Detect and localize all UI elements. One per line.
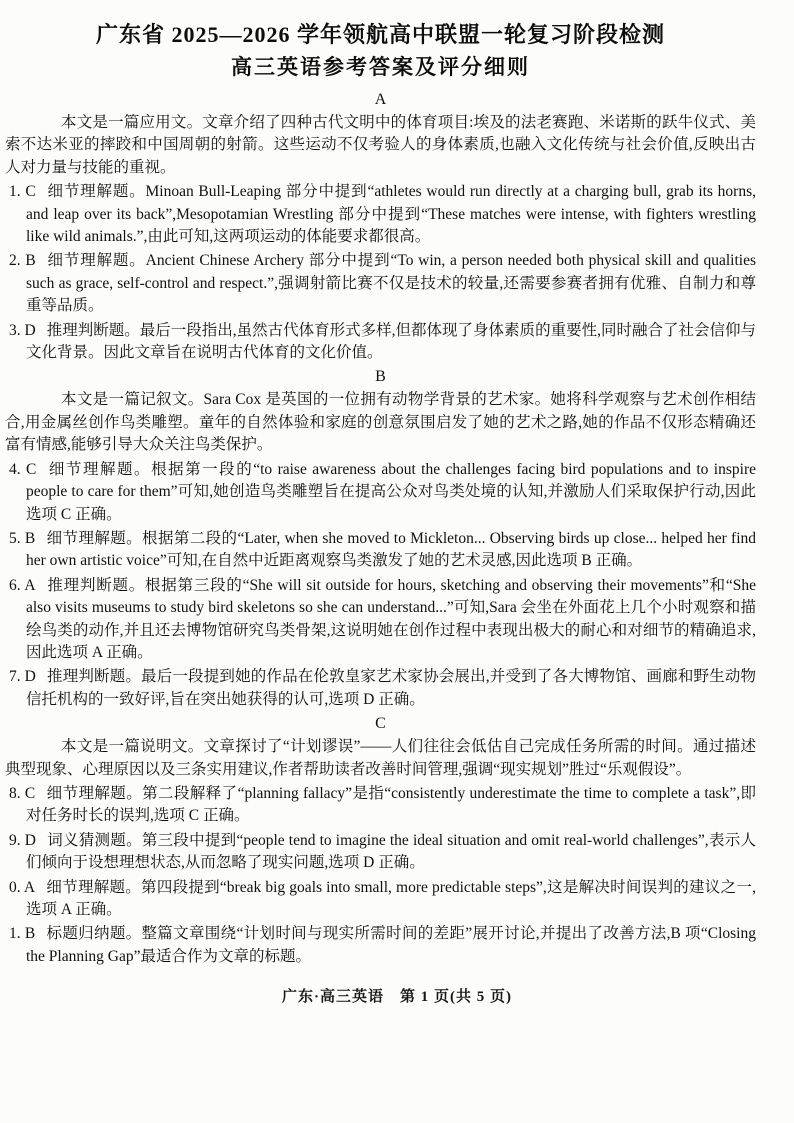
page-footer: 广东·高三英语 第 1 页(共 5 页)	[282, 989, 512, 1005]
section-a-summary: 本文是一篇应用文。文章介绍了四种古代文明中的体育项目:埃及的法老赛跑、米诺斯的跃牛仪式、美索不达米亚的摔跤和中国周朝的射箭。这些运动不仅考验人的身体素质,也融入文化传统与社会价值,反映出古人对力量与技能的重视。	[5, 114, 756, 176]
answer-explanation: 词义猜测题。第三段中提到“people tend to imagine the ideal situation and omit real-world challenges”,表示人们倾向于设想理想状态,从而忽略了现实问题,选项 D 正确。	[26, 831, 756, 872]
section-b-answers	[5, 459, 756, 711]
answer-explanation: 细节理解题。Minoan Bull-Leaping 部分中提到“athletes would run directly at a charging bull, grab its horns, and leap over its back”,Mesopotamian Wrestling 部分中提到“These matches were intense, with fighters wrestling like wild animals.”,由此可知,这两项运动的体能要求都很高。	[26, 183, 756, 246]
answer-item-2	[5, 250, 756, 317]
answer-number: 8. C	[9, 784, 36, 802]
answer-item-8	[5, 783, 756, 828]
document-title: 广东省 2025—2026 学年领航高中联盟一轮复习阶段检测	[95, 22, 665, 47]
answer-explanation: 细节理解题。第二段解释了“planning fallacy”是指“consistently underestimate the time to complete a task”,即对任务时长的误判,选项 C 正确。	[26, 784, 756, 825]
answer-item-9	[5, 830, 756, 875]
answer-item-7	[5, 666, 756, 711]
answer-explanation: 推理判断题。最后一段指出,虽然古代体育形式多样,但都体现了身体素质的重要性,同时融合了社会信仰与文化背景。因此文章旨在说明古代体育的文化价值。	[26, 321, 756, 362]
answer-item-11	[5, 923, 756, 968]
answer-number: 4. C	[9, 460, 37, 478]
section-b-summary: 本文是一篇记叙文。Sara Cox 是英国的一位拥有动物学背景的艺术家。她将科学观察与艺术创作相结合,用金属丝创作鸟类雕塑。童年的自然体验和家庭的创意氛围启发了她的艺术之路,她的作品不仅形态精确还富有情感,能够引导大众关注鸟类保护。	[5, 391, 756, 454]
section-c-answers	[5, 783, 756, 968]
answer-item-6	[5, 575, 756, 665]
section-c-summary: 本文是一篇说明文。文章探讨了“计划谬误”——人们往往会低估自己完成任务所需的时间。通过描述典型现象、心理原因以及三条实用建议,作者帮助读者改善时间管理,强调“现实规划”胜过“乐观假设”。	[5, 738, 756, 778]
answer-explanation: 细节理解题。根据第一段的“to raise awareness about the challenges facing bird populations and to inspire people to care for them”可知,她创造鸟类雕塑旨在提高公众对鸟类处境的认知,并激励人们采取保护行动,因此选项 C 正确。	[26, 460, 756, 523]
answer-explanation: 推理判断题。最后一段提到她的作品在伦敦皇家艺术家协会展出,并受到了各大博物馆、画廊和野生动物信托机构的一致好评,旨在突出她获得的认可,选项 D 正确。	[26, 668, 756, 708]
section-a-answers	[5, 181, 756, 364]
answer-explanation: 推理判断题。根据第三段的“She will sit outside for hours, sketching and observing their movements”和“She also visits museums to study bird skeletons so she can understand...”可知,Sara 会坐在外面花上几个小时观察和描绘鸟类的动作,并且还去博物馆研究鸟类骨架,这说明她在创作过程中表现出极大的耐心和对细节的精确追求,因此选项 A 正确。	[26, 576, 757, 661]
answer-explanation: 细节理解题。根据第二段的“Later, when she moved to Mickleton... Observing birds up close... helped her find her own artistic voice”可知,在自然中近距离观察鸟类激发了她的艺术灵感,因此选项 B 正确。	[26, 529, 757, 570]
document-subtitle: 高三英语参考答案及评分细则	[231, 55, 530, 79]
answer-item-1	[5, 181, 756, 248]
answer-item-10	[5, 877, 756, 922]
answer-number: 3. D	[9, 321, 36, 339]
answer-explanation: 细节理解题。第四段提到“break big goals into small, more predictable steps”,这是解决时间误判的建议之一,选项 A 正确。	[26, 878, 756, 918]
answer-item-3	[5, 320, 756, 365]
answer-item-4	[5, 459, 756, 526]
answer-number: 9. D	[9, 831, 36, 849]
answer-number: 5. B	[9, 529, 36, 547]
answer-number: 2. B	[9, 252, 36, 270]
answer-number: 0. A	[9, 878, 36, 896]
answer-explanation: 细节理解题。Ancient Chinese Archery 部分中提到“To win, a person needed both physical skill and qualities such as grace, self-control and respect.”,强调射箭比赛不仅是技术的较量,还需要参赛者拥有优雅、自制力和尊重等品质。	[26, 252, 756, 315]
answer-number: 6. A	[9, 576, 36, 594]
section-label-a: A	[374, 91, 387, 108]
answer-item-5	[5, 528, 756, 573]
answer-number: 1. B	[9, 925, 36, 943]
answer-number: 1. C	[9, 183, 36, 201]
section-label-c: C	[375, 715, 386, 733]
answer-number: 7. D	[9, 668, 36, 686]
answer-explanation: 标题归纳题。整篇文章围绕“计划时间与现实所需时间的差距”展开讨论,并提出了改善方法,B 项“Closing the Planning Gap”最适合作为文章的标题。	[26, 925, 756, 965]
section-label-b: B	[375, 368, 386, 386]
